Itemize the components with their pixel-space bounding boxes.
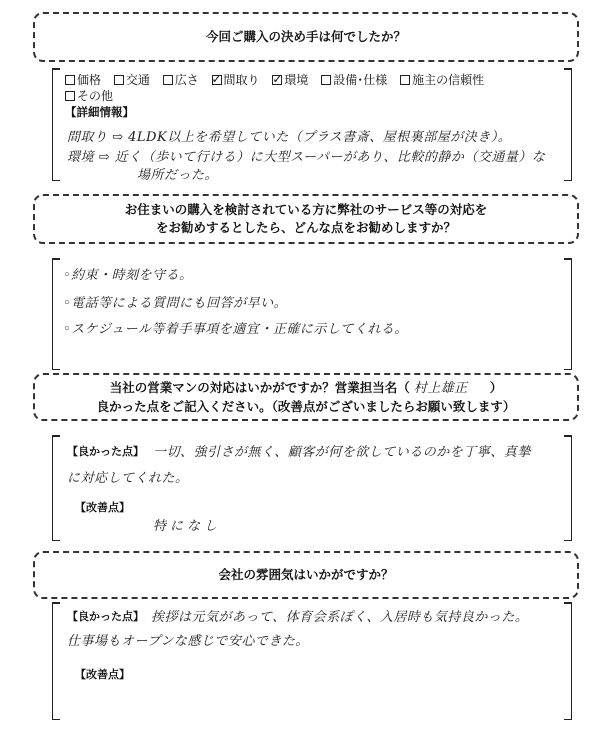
checkbox-equipment[interactable]: 設備･仕様	[321, 72, 387, 88]
detail-line: 環境 ⇨ 近く（歩いて行ける）に大型スーパーがあり、比較的静か（交通量）な	[67, 150, 546, 165]
good-points-label: 【良かった点】	[67, 610, 144, 623]
improvement-label: 【改善点】	[75, 668, 130, 681]
checkbox-environment[interactable]: ✓ 環境	[272, 72, 308, 88]
question-text: お住まいの購入を検討されている方に弊社のサービス等の対応を	[124, 202, 488, 217]
answer-line: ◦約束・時刻を守る。	[63, 268, 193, 283]
checkbox-icon	[114, 75, 124, 85]
checkbox-floorplan[interactable]: ✓ 間取り	[212, 72, 260, 88]
sales-name: 村上雄正	[413, 380, 468, 396]
checkbox-icon	[163, 75, 173, 85]
improvement-text: 特になし	[153, 519, 222, 534]
question-text: 会社の雰囲気はいかがですか？	[218, 567, 394, 582]
checkbox-size[interactable]: 広さ	[163, 72, 199, 88]
checkbox-transport[interactable]: 交通	[114, 72, 150, 88]
checkbox-list	[65, 72, 570, 120]
question-text: 当社の営業マンの対応はいかがですか？営業担当名（ 村上雄正 ）	[109, 379, 503, 396]
good-points-line: 挨拶は元気があって、体育会系ぽく、入居時も気持良かった。	[151, 610, 529, 625]
question-text: をお勧めするとしたら、どんな点をお勧めしますか？	[155, 220, 456, 235]
checkbox-icon	[321, 75, 331, 85]
question-box-company-atmosphere	[33, 551, 579, 599]
detail-label: 【詳細情報】	[65, 105, 134, 119]
detail-line: 場所だった。	[137, 168, 219, 183]
question-box-purchase-reason	[33, 12, 579, 62]
question-text: 今回ご購入の決め手は何でしたか？	[205, 29, 406, 44]
question-box-recommendation	[33, 194, 579, 244]
improvement-label: 【改善点】	[75, 501, 130, 514]
checkbox-icon	[65, 75, 75, 85]
checkbox-price[interactable]: 価格	[65, 72, 101, 88]
question-box-sales-staff	[33, 373, 579, 421]
good-points-line: に対応してくれた。	[67, 471, 189, 486]
checked-checkbox-icon	[212, 75, 222, 85]
good-points-line: 仕事場もオープンな感じで安心できた。	[67, 634, 309, 649]
question-text: 良かった点をご記入ください。（改善点がございましたらお願い致します）	[96, 398, 516, 414]
checkbox-builder-trust[interactable]: 施主の信頼性	[400, 72, 484, 88]
checkbox-other[interactable]: その他	[65, 88, 113, 104]
checkbox-icon	[65, 91, 75, 101]
answer-box-recommendation	[52, 258, 572, 370]
good-points-label: 【良かった点】	[67, 445, 144, 458]
answer-line: ◦電話等による質問にも回答が早い。	[63, 296, 288, 311]
answer-line: ◦スケジュール等着手事項を適宜・正確に示してくれる。	[63, 322, 408, 337]
checked-checkbox-icon	[272, 75, 282, 85]
checkbox-icon	[400, 75, 410, 85]
answer-box-sales-staff	[52, 435, 572, 541]
good-points-line: 一切、強引さが無く、顧客が何を欲しているのかを丁寧、真摯	[153, 445, 531, 460]
detail-line: 間取り ⇨ 4LDK以上を希望していた（プラス書斎、屋根裏部屋が決き）。	[67, 130, 512, 145]
answer-box-company-atmosphere	[52, 602, 572, 720]
answer-box-purchase-reason	[52, 68, 572, 181]
